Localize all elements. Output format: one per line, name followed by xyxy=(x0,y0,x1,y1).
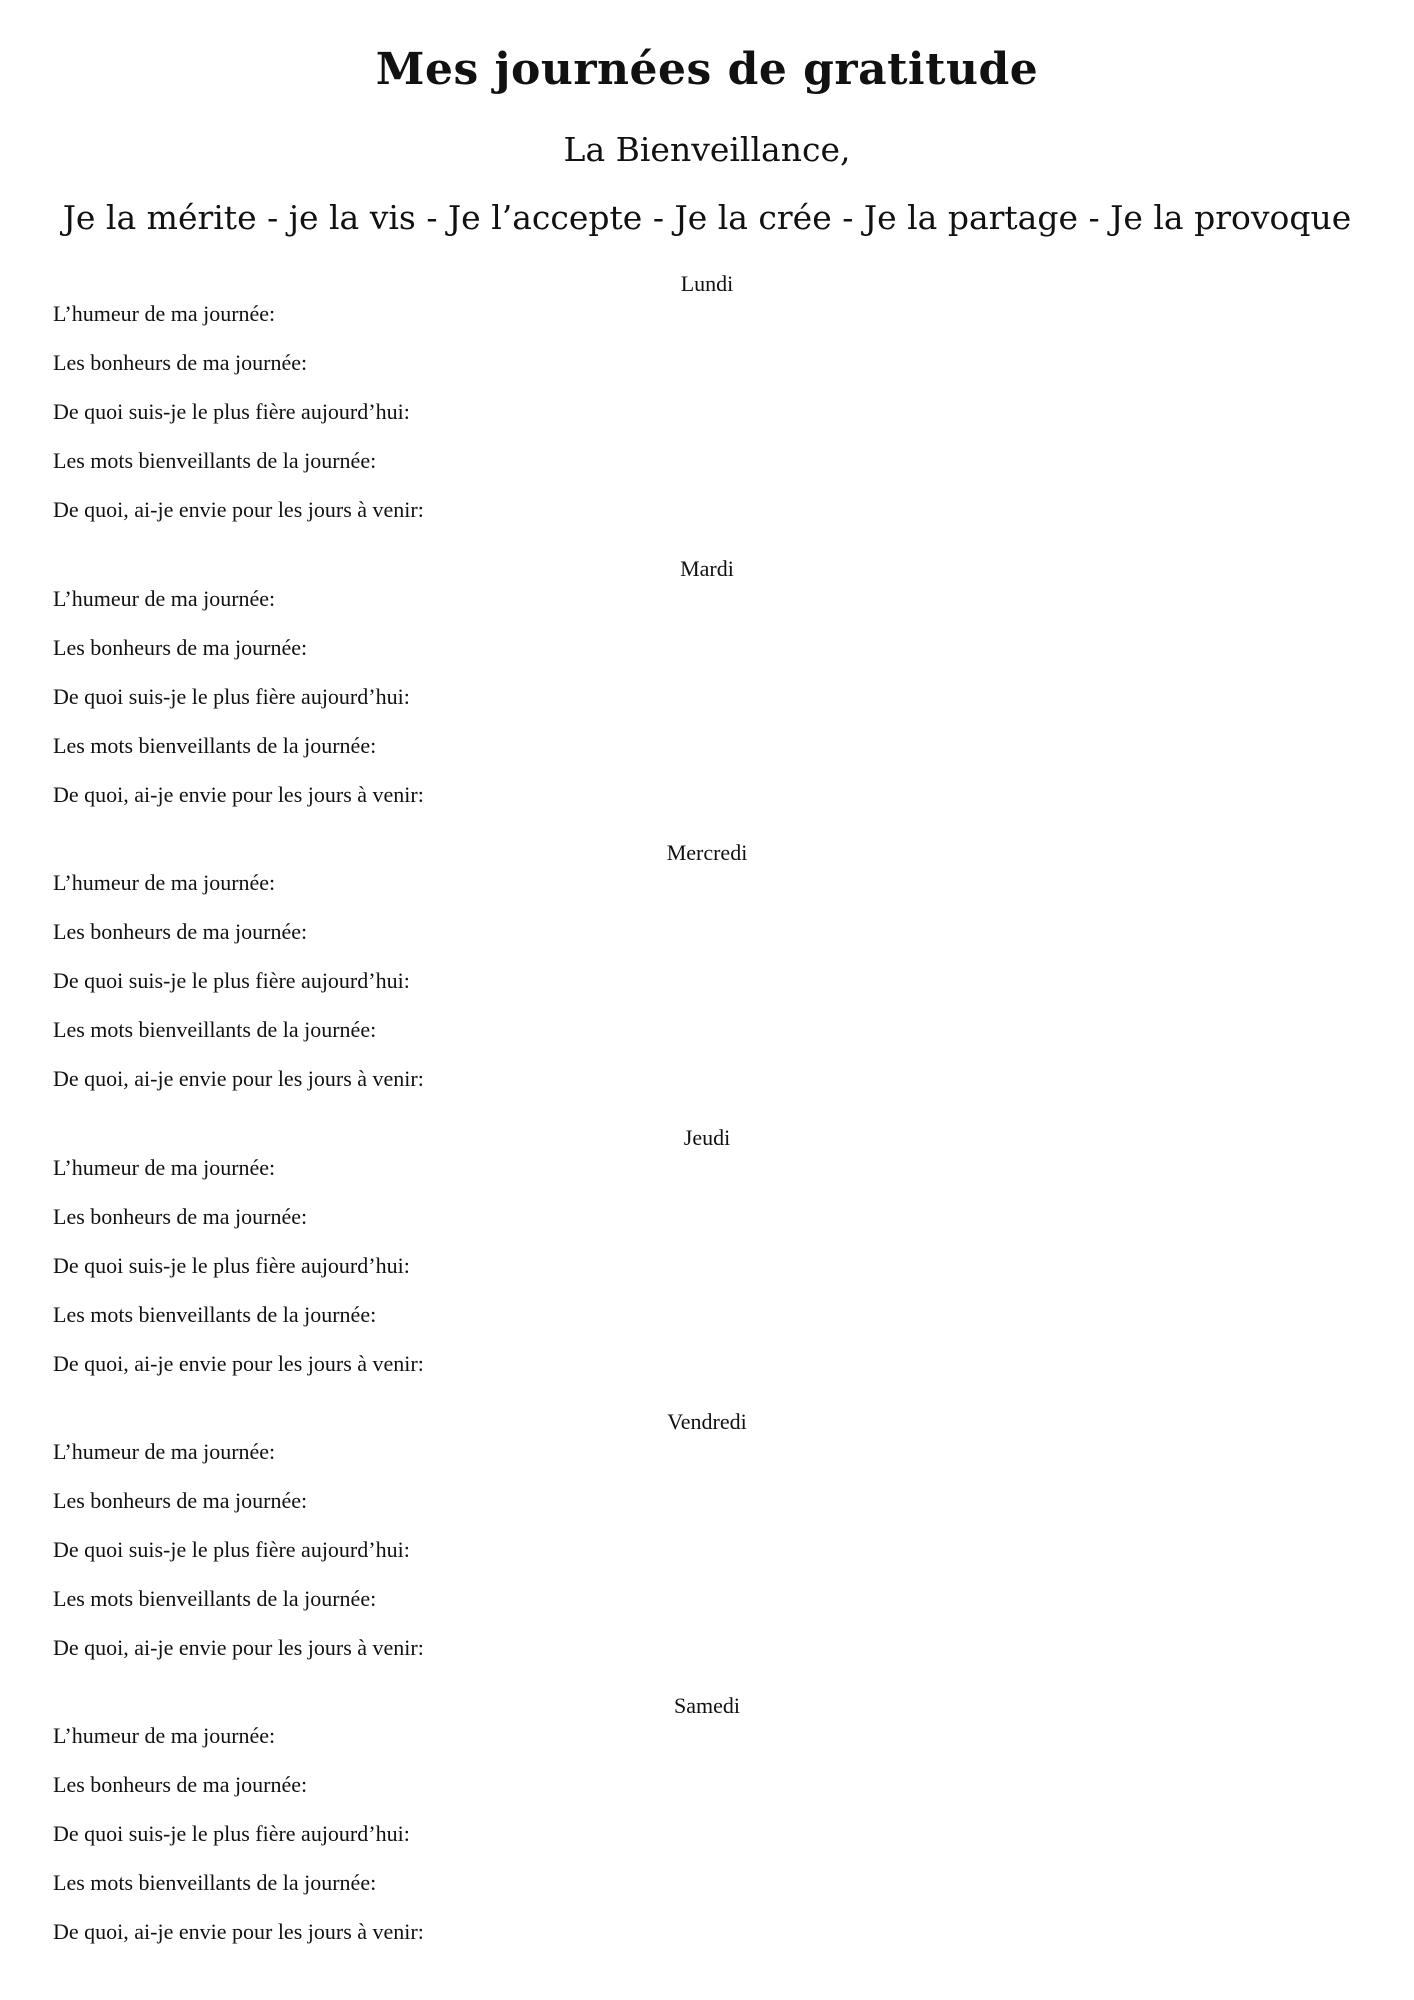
day-section-wednesday xyxy=(0,839,1414,1089)
prompt-kind-words: Les mots bienveillants de la journée: xyxy=(53,1870,377,1895)
day-section-thursday xyxy=(0,1124,1414,1374)
page-title: Mes journées de gratitude xyxy=(375,44,1039,95)
day-heading: Vendredi xyxy=(667,1409,747,1434)
prompt-joys: Les bonheurs de ma journée: xyxy=(53,1772,308,1797)
day-heading: Lundi xyxy=(680,271,734,296)
day-heading: Samedi xyxy=(674,1693,740,1718)
prompt-proudest: De quoi suis-je le plus fière aujourd’hui: xyxy=(53,968,410,993)
day-section-tuesday xyxy=(0,555,1414,805)
day-heading: Mardi xyxy=(680,556,734,581)
prompt-kind-words: Les mots bienveillants de la journée: xyxy=(53,1302,377,1327)
prompt-kind-words: Les mots bienveillants de la journée: xyxy=(53,448,377,473)
prompt-wishes: De quoi, ai-je envie pour les jours à venir: xyxy=(53,1351,424,1376)
prompt-kind-words: Les mots bienveillants de la journée: xyxy=(53,1586,377,1611)
prompt-wishes: De quoi, ai-je envie pour les jours à venir: xyxy=(53,1066,424,1091)
day-section-friday xyxy=(0,1408,1414,1658)
prompt-mood: L’humeur de ma journée: xyxy=(53,1723,276,1748)
prompt-wishes: De quoi, ai-je envie pour les jours à venir: xyxy=(53,497,424,522)
prompt-joys: Les bonheurs de ma journée: xyxy=(53,919,308,944)
prompt-kind-words: Les mots bienveillants de la journée: xyxy=(53,1017,377,1042)
prompt-mood: L’humeur de ma journée: xyxy=(53,1439,276,1464)
prompt-proudest: De quoi suis-je le plus fière aujourd’hui: xyxy=(53,1253,410,1278)
page-motto: Je la mérite - je la vis - Je l’accepte - Je la crée - Je la partage - Je la provoque xyxy=(62,198,1352,237)
prompt-mood: L’humeur de ma journée: xyxy=(53,586,276,611)
prompt-wishes: De quoi, ai-je envie pour les jours à venir: xyxy=(53,782,424,807)
prompt-kind-words: Les mots bienveillants de la journée: xyxy=(53,733,377,758)
prompt-proudest: De quoi suis-je le plus fière aujourd’hui: xyxy=(53,1821,410,1846)
prompt-joys: Les bonheurs de ma journée: xyxy=(53,1204,308,1229)
day-heading: Jeudi xyxy=(683,1125,731,1150)
prompt-proudest: De quoi suis-je le plus fière aujourd’hui: xyxy=(53,1537,410,1562)
prompt-wishes: De quoi, ai-je envie pour les jours à venir: xyxy=(53,1635,424,1660)
day-section-saturday xyxy=(0,1692,1414,1942)
day-section-monday xyxy=(0,270,1414,520)
prompt-mood: L’humeur de ma journée: xyxy=(53,1155,276,1180)
prompt-wishes: De quoi, ai-je envie pour les jours à venir: xyxy=(53,1919,424,1944)
prompt-mood: L’humeur de ma journée: xyxy=(53,301,276,326)
prompt-proudest: De quoi suis-je le plus fière aujourd’hui: xyxy=(53,684,410,709)
prompt-mood: L’humeur de ma journée: xyxy=(53,870,276,895)
prompt-joys: Les bonheurs de ma journée: xyxy=(53,350,308,375)
prompt-joys: Les bonheurs de ma journée: xyxy=(53,1488,308,1513)
day-heading: Mercredi xyxy=(666,840,748,865)
prompt-proudest: De quoi suis-je le plus fière aujourd’hui: xyxy=(53,399,410,424)
prompt-joys: Les bonheurs de ma journée: xyxy=(53,635,308,660)
page-subtitle: La Bienveillance, xyxy=(563,130,851,169)
